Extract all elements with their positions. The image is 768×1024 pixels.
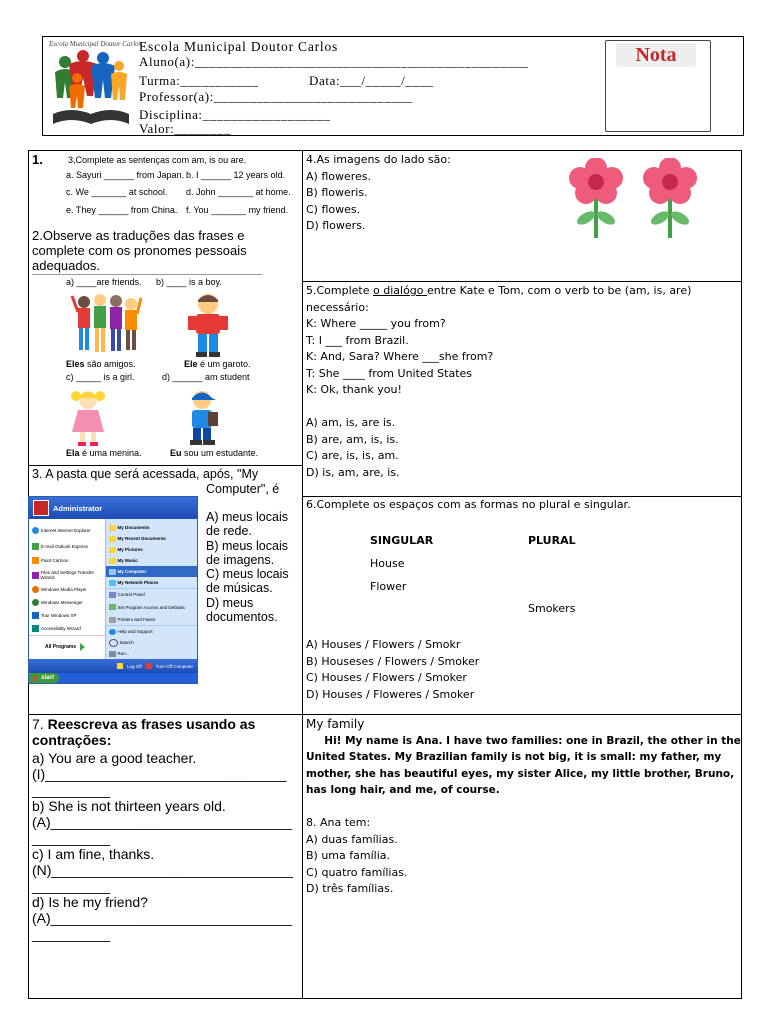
xp-recent-documents[interactable]: My Recent Documents <box>106 533 197 544</box>
girl-illustration <box>64 388 112 446</box>
q8-text-4: has long hair, and me, of course. <box>306 784 500 796</box>
q7-sentence-d: d) Is he my friend? <box>32 894 148 910</box>
q4-title: 4.As imagens do lado são: <box>306 153 451 166</box>
boy-illustration <box>184 292 232 360</box>
xp-my-pictures[interactable]: My Pictures <box>106 544 197 555</box>
q4-block <box>306 152 451 235</box>
xp-all-programs[interactable]: All Programs <box>29 635 105 658</box>
grade-box <box>605 40 711 132</box>
q8-option-b: B) uma família. <box>306 849 390 862</box>
q5-line-5: K: Ok, thank you! <box>306 383 402 396</box>
q6-flower: Flower <box>370 580 407 593</box>
flower-icon <box>569 158 623 238</box>
folder-icon <box>109 547 116 553</box>
q7-answer-d[interactable]: (A)_______________________________ <box>32 910 293 926</box>
q1-title: 3,Complete as sentenças com am, is ou are. <box>68 155 247 165</box>
q6-plural-header: PLURAL <box>528 534 576 547</box>
q2-prompt-d: d) ______ am student <box>162 372 250 382</box>
q3-option-b2: de imagens. <box>206 552 275 567</box>
q7-block <box>32 750 302 942</box>
xp-control-panel[interactable]: Control Panel <box>106 588 197 600</box>
xp-program-access[interactable]: Set Program Access and Defaults <box>106 600 197 614</box>
divider-q2-q3 <box>28 465 303 466</box>
network-icon <box>109 580 116 586</box>
grade-label: Nota <box>616 43 696 67</box>
xp-help[interactable]: Help and Support <box>106 625 197 637</box>
folder-icon <box>109 525 116 531</box>
flowers-illustration <box>566 158 706 240</box>
q8-title: 8. Ana tem: <box>306 816 371 829</box>
q5-block <box>306 283 738 481</box>
q7-sentence-a: a) You are a good teacher. <box>32 750 197 766</box>
q7-answer-b-cont[interactable]: __________ <box>32 830 110 846</box>
q7-answer-a[interactable]: (I)_______________________________ <box>32 766 287 782</box>
q8-text-3: mother, she has beautiful eyes, my sister Alice, my little brother, Bruno, <box>306 767 735 780</box>
professor-field[interactable]: Professor(a):____________________________ <box>139 89 413 104</box>
xp-my-computer[interactable]: My Computer <box>106 566 197 577</box>
q7-title: 7. Reescreva as frases usando as contrações: <box>32 716 256 748</box>
disciplina-field[interactable]: Disciplina:__________________ <box>139 107 331 122</box>
email-icon <box>32 543 39 550</box>
q5-line-3: K: And, Sara? Where ___she from? <box>306 350 494 363</box>
q1-number: 1. <box>32 152 43 167</box>
q8-option-d: D) três famílias. <box>306 882 394 895</box>
folder-icon <box>109 536 116 542</box>
q3-options <box>206 510 289 624</box>
xp-username: Administrator <box>53 503 103 513</box>
q5-option-a: A) am, is, are is. <box>306 416 396 429</box>
q1-item-b: b. I ______ 12 years old. <box>186 170 286 180</box>
xp-menu-header <box>29 497 197 519</box>
aluno-field[interactable]: Aluno(a):_______________________________________________ <box>139 54 529 69</box>
q1-item-f: f. You _______ my friend. <box>186 205 289 215</box>
xp-network-places[interactable]: My Network Places <box>106 577 197 588</box>
xp-right-column <box>105 519 197 659</box>
ie-icon <box>32 527 39 534</box>
xp-printers[interactable]: Printers and Faxes <box>106 614 197 625</box>
logoff-icon <box>117 663 123 669</box>
xp-taskbar <box>29 673 197 683</box>
windows-logo-icon <box>34 676 39 681</box>
q4-option-a: A) floweres. <box>306 169 372 183</box>
xp-item-internet[interactable]: Internet Internet Explorer <box>29 522 105 538</box>
divider-q4-q5 <box>302 281 742 282</box>
q6-option-a: A) Houses / Flowers / Smokr <box>306 638 461 651</box>
data-field[interactable]: Data:___/_____/____ <box>309 73 434 88</box>
logo-text: Escola Municipal Doutor Carlos <box>49 40 142 48</box>
q4-option-c: C) flowes. <box>306 202 361 216</box>
q5-option-c: C) are, is, is, am. <box>306 449 399 462</box>
user-avatar-icon <box>33 500 49 516</box>
school-name: Escola Municipal Doutor Carlos <box>139 39 339 54</box>
run-icon <box>109 651 116 657</box>
q5-option-d: D) is, am, are, is. <box>306 465 400 479</box>
xp-start-menu <box>28 496 198 684</box>
xp-turnoff-button[interactable]: Turn Off Computer <box>155 663 193 669</box>
xp-my-documents[interactable]: My Documents <box>106 522 197 533</box>
q3-option-c: C) meus locais <box>206 567 289 582</box>
q7-answer-b[interactable]: (A)_______________________________ <box>32 814 293 830</box>
q3-option-a: A) meus locais <box>206 510 288 524</box>
q7-sentence-b: b) She is not thirteen years old. <box>32 798 226 814</box>
power-icon <box>146 663 152 669</box>
q3-option-d: D) meus <box>206 595 254 610</box>
q3-title: 3. A pasta que será acessada, após, "My <box>32 467 259 481</box>
q2-prompt-b: b) ____ is a boy. <box>156 277 222 287</box>
xp-item-paint[interactable]: Paint Cartoon <box>29 554 105 567</box>
q8-block <box>306 716 740 898</box>
arrow-right-icon <box>80 643 85 651</box>
q5-title-cont: necessário: <box>306 300 369 314</box>
program-access-icon <box>109 604 116 610</box>
control-panel-icon <box>109 592 116 598</box>
q2-title: 2.Observe as traduções das frases e complete com os pronomes pessoais adequados. <box>32 228 247 273</box>
q6-option-c: C) Houses / Flowers / Smoker <box>306 671 467 684</box>
xp-start-button[interactable]: start <box>29 673 59 683</box>
friends-illustration <box>70 292 142 358</box>
turma-field[interactable]: Turma:___________ <box>139 73 259 88</box>
grid-center-divider <box>302 150 303 999</box>
q6-singular-header: SINGULAR <box>370 534 434 547</box>
xp-item-messenger[interactable]: Windows Messenger <box>29 596 105 609</box>
grid-right-border <box>741 150 742 999</box>
q8-option-a: A) duas famílias. <box>306 832 398 846</box>
q1-item-d: d. John _______ at home. <box>186 187 291 197</box>
q8-option-c: C) quatro famílias. <box>306 865 408 879</box>
q3-title-cont: Computer", é <box>206 482 280 496</box>
q2-caption-c: Ela é uma menina. <box>66 448 142 458</box>
q5-line-1: K: Where _____ you from? <box>306 317 446 330</box>
q2-caption-a: Eles são amigos. <box>66 359 136 369</box>
q3-option-b: B) meus locais <box>206 538 288 553</box>
xp-menu-footer <box>29 659 197 673</box>
xp-left-column <box>29 519 105 659</box>
q8-text-2: United States. My Brazilian family is not big, it is small: my father, my <box>306 751 722 763</box>
flower-icon <box>643 158 697 238</box>
q6-house: House <box>370 557 405 570</box>
grid-top-border <box>28 150 742 151</box>
xp-item-email[interactable]: E-mail Outlook Express <box>29 538 105 554</box>
q7-answer-d-cont[interactable]: __________ <box>32 926 110 942</box>
q6-options <box>306 637 479 703</box>
family-logo-icon <box>49 48 133 130</box>
xp-run[interactable]: Run... <box>106 648 197 659</box>
accessibility-icon <box>32 625 39 632</box>
paint-icon <box>32 557 39 564</box>
q8-text-1: Hi! My name is Ana. I have two families: one in Brazil, the other in the <box>306 734 741 747</box>
q7-answer-c-cont[interactable]: __________ <box>32 878 110 894</box>
q4-option-b: B) floweris. <box>306 186 368 199</box>
q5-line-2: T: I ___ from Brazil. <box>306 333 409 347</box>
q5-line-4: T: She ____ from United States <box>306 366 473 380</box>
q6-title: 6.Complete os espaços com as formas no plural e singular. <box>306 498 631 511</box>
search-icon <box>109 639 118 647</box>
xp-item-media-player[interactable]: Windows Media Player <box>29 583 105 596</box>
xp-logoff-button[interactable]: Log Off <box>127 663 142 669</box>
messenger-icon <box>32 599 39 606</box>
header-box <box>42 36 744 136</box>
help-icon <box>109 629 116 635</box>
q2-underline <box>32 274 262 275</box>
tour-icon <box>32 612 39 619</box>
media-player-icon <box>32 586 39 593</box>
q7-answer-c[interactable]: (N)_______________________________ <box>32 862 293 878</box>
q1-item-a: a. Sayuri ______ from Japan. <box>66 170 185 180</box>
q4-option-d: D) flowers. <box>306 219 366 232</box>
student-illustration <box>180 388 224 446</box>
computer-icon <box>109 569 116 575</box>
printer-icon <box>109 617 116 623</box>
q2-caption-b: Ele é um garoto. <box>184 359 251 369</box>
q5-option-b: B) are, am, is, is. <box>306 432 399 446</box>
q8-heading: My family <box>306 717 365 731</box>
q5-title: 5.Complete o dialógo entre Kate e Tom, com o verb to be (am, is, are) <box>306 284 692 297</box>
q3-option-a2: de rede. <box>206 524 252 539</box>
q1-item-e: e. They ______ from China. <box>66 205 178 215</box>
q6-option-d: D) Houses / Floweres / Smoker <box>306 687 475 701</box>
q3-option-d2: documentos. <box>206 610 278 625</box>
q7-answer-a-cont[interactable]: __________ <box>32 782 110 798</box>
q3-option-c2: de músicas. <box>206 581 273 596</box>
xp-item-tour[interactable]: Tour Windows XP <box>29 609 105 622</box>
q2-prompt-c: c) _____ is a girl. <box>66 372 135 382</box>
xp-my-music[interactable]: My Music <box>106 555 197 566</box>
q2-caption-d: Eu sou um estudante. <box>170 448 259 458</box>
q1-item-c: c. We _______ at school. <box>66 187 168 197</box>
folder-icon <box>109 558 116 564</box>
xp-item-transfer[interactable]: Files and Settings Transfer Wizard <box>29 567 105 583</box>
q2-prompt-a: a) ____are friends. <box>66 277 142 287</box>
school-logo <box>49 40 142 130</box>
divider-q3-q7 <box>28 714 742 715</box>
xp-item-accessibility[interactable]: Accessibility Wizard <box>29 622 105 635</box>
xp-search[interactable]: Search <box>106 637 197 648</box>
q6-smokers: Smokers <box>528 602 576 615</box>
valor-field[interactable]: Valor:________ <box>139 121 232 136</box>
transfer-icon <box>32 572 39 579</box>
grid-bottom-border <box>28 998 742 999</box>
q6-option-b: B) Houseses / Flowers / Smoker <box>306 654 480 668</box>
q7-sentence-c: c) I am fine, thanks. <box>32 846 155 862</box>
